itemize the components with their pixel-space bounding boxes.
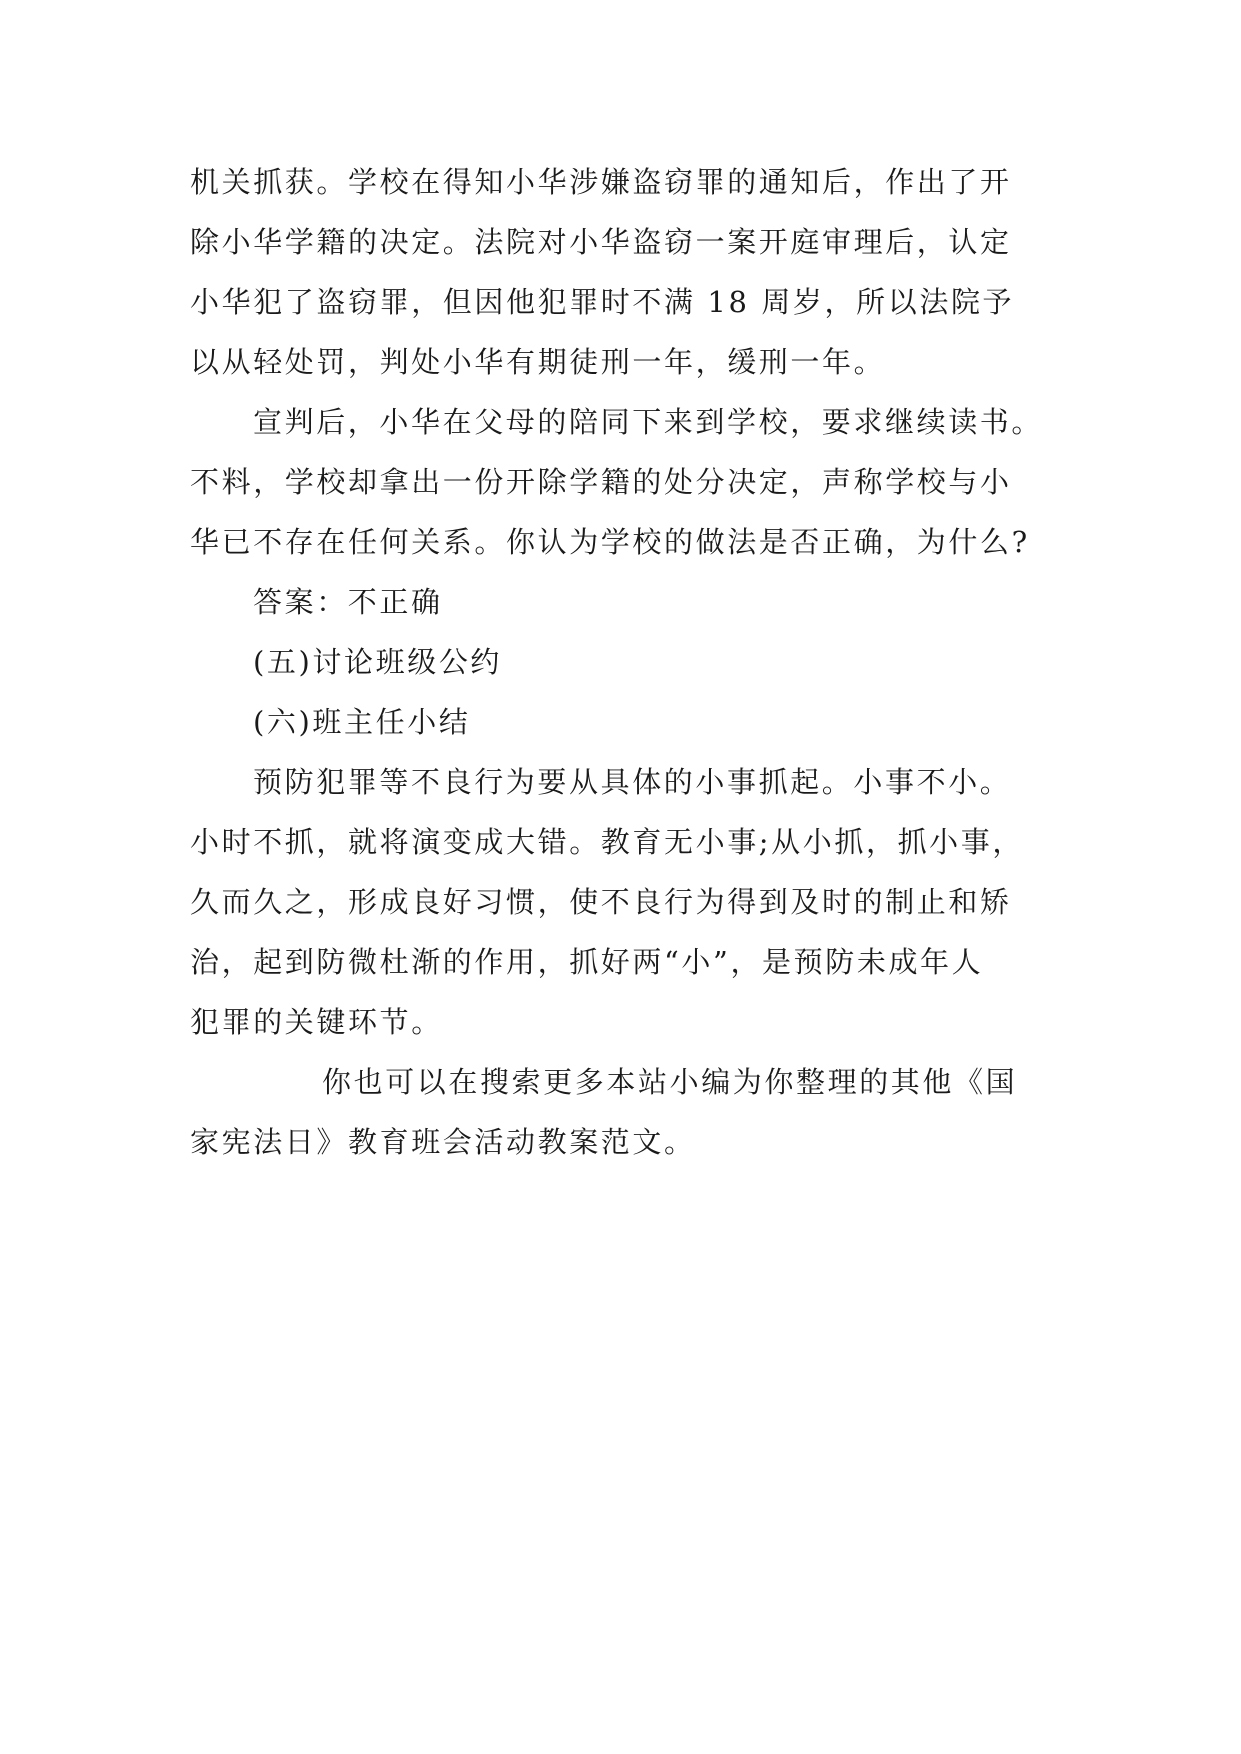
paragraph-line: 机关抓获。学校在得知小华涉嫌盗窃罪的通知后，作出了开 bbox=[190, 165, 1012, 199]
paragraph-line: 以从轻处罚，判处小华有期徒刑一年，缓刑一年。 bbox=[190, 345, 886, 379]
paragraph-line: 除小华学籍的决定。法院对小华盗窃一案开庭审理后，认定 bbox=[190, 225, 1012, 259]
paragraph-line: 预防犯罪等不良行为要从具体的小事抓起。小事不小。 bbox=[253, 765, 1012, 799]
paragraph-line: 宣判后，小华在父母的陪同下来到学校，要求继续读书。 bbox=[253, 405, 1044, 439]
closing-line: 家宪法日》教育班会活动教案范文。 bbox=[190, 1125, 696, 1159]
answer-line: 答案：不正确 bbox=[253, 585, 443, 619]
section-heading: (五)讨论班级公约 bbox=[253, 645, 503, 679]
paragraph-line: 治，起到防微杜渐的作用，抓好两“小”，是预防未成年人 bbox=[190, 945, 984, 979]
closing-line: 你也可以在搜索更多本站小编为你整理的其他《国 bbox=[322, 1065, 1018, 1099]
paragraph-line: 华已不存在任何关系。你认为学校的做法是否正确，为什么? bbox=[190, 525, 1030, 559]
paragraph-line: 小华犯了盗窃罪，但因他犯罪时不满 18 周岁，所以法院予 bbox=[190, 285, 1015, 319]
paragraph-line: 久而久之，形成良好习惯，使不良行为得到及时的制止和矫 bbox=[190, 885, 1012, 919]
paragraph-line: 不料，学校却拿出一份开除学籍的处分决定，声称学校与小 bbox=[190, 465, 1012, 499]
section-heading: (六)班主任小结 bbox=[253, 705, 471, 739]
paragraph-line: 犯罪的关键环节。 bbox=[190, 1005, 443, 1039]
paragraph-line: 小时不抓，就将演变成大错。教育无小事;从小抓，抓小事， bbox=[190, 825, 1024, 859]
